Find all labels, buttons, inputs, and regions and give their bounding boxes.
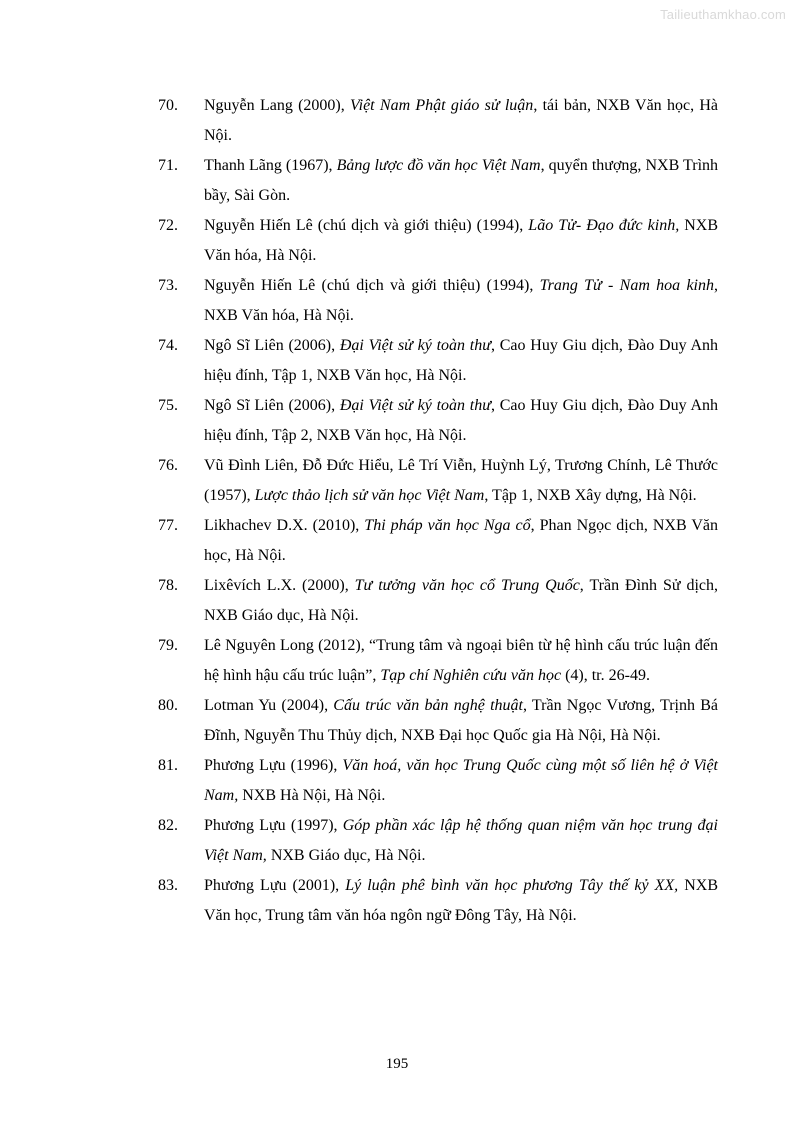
- reference-segment: Ngô Sĩ Liên (2006),: [204, 337, 340, 354]
- reference-segment: NXB Văn học, Trung tâm văn hóa ngôn ngữ Đông Tây, Hà Nội.: [204, 877, 718, 924]
- reference-segment: , Cao Huy Giu dịch, Đào Duy Anh hiệu đính, Tập 1, NXB Văn học, Hà Nội.: [204, 337, 718, 384]
- reference-number: 79.: [158, 637, 178, 654]
- reference-text: [204, 97, 718, 144]
- reference-number: 78.: [158, 577, 178, 594]
- reference-item: [158, 151, 718, 211]
- reference-number: 75.: [158, 397, 178, 414]
- reference-text: [204, 577, 718, 624]
- reference-item: [158, 451, 718, 511]
- reference-title: Trang Tử - Nam hoa kinh: [539, 277, 715, 294]
- watermark-text: Tailieuthamkhao.com: [660, 7, 786, 22]
- reference-segment: Lotman Yu (2004),: [204, 697, 334, 714]
- reference-number: 77.: [158, 517, 178, 534]
- reference-number: 80.: [158, 697, 178, 714]
- reference-segment: , NXB Văn hóa, Hà Nội.: [204, 277, 719, 324]
- reference-title: Thi pháp văn học Nga cổ: [364, 517, 531, 534]
- reference-text: [204, 817, 718, 864]
- reference-text: [204, 757, 718, 804]
- reference-segment: , Tập 1, NXB Xây dựng, Hà Nội.: [484, 487, 697, 504]
- reference-segment: , tái bản, NXB Văn học, Hà Nội.: [204, 97, 718, 144]
- reference-text: [204, 877, 718, 924]
- reference-item: [158, 211, 718, 271]
- reference-segment: Phương Lựu (1996),: [204, 757, 343, 774]
- reference-title: Góp phần xác lập hệ thống quan niệm văn học trung đại Việt Nam,: [204, 817, 719, 864]
- reference-number: 71.: [158, 157, 178, 174]
- reference-text: [204, 277, 718, 324]
- reference-number: 76.: [158, 457, 178, 474]
- reference-number: 74.: [158, 337, 178, 354]
- reference-segment: , Trần Ngọc Vương, Trịnh Bá Đĩnh, Nguyễn Thu Thủy dịch, NXB Đại học Quốc gia Hà Nội, Hà Nội.: [204, 697, 719, 744]
- reference-segment: Nguyễn Lang (2000),: [204, 97, 351, 114]
- reference-text: [204, 517, 718, 564]
- reference-item: [158, 691, 718, 751]
- reference-number: 81.: [158, 757, 178, 774]
- reference-number: 82.: [158, 817, 178, 834]
- reference-segment: Phương Lựu (1997),: [204, 817, 343, 834]
- reference-segment: Thanh Lãng (1967),: [204, 157, 337, 174]
- reference-segment: NXB Giáo dục, Hà Nội.: [266, 847, 426, 864]
- reference-item: [158, 91, 718, 151]
- reference-item: [158, 511, 718, 571]
- reference-number: 73.: [158, 277, 178, 294]
- reference-item: [158, 631, 718, 691]
- reference-segment: NXB Văn hóa, Hà Nội.: [204, 217, 719, 264]
- reference-number: 72.: [158, 217, 178, 234]
- reference-title: Tư tưởng văn học cổ Trung Quốc: [354, 577, 580, 594]
- reference-number: 83.: [158, 877, 178, 894]
- reference-title: Tạp chí Nghiên cứu văn học: [380, 667, 562, 684]
- reference-item: [158, 271, 718, 331]
- reference-text: [204, 217, 718, 264]
- reference-item: [158, 391, 718, 451]
- reference-text: [204, 697, 718, 744]
- reference-text: [204, 637, 718, 684]
- reference-segment: Lê Nguyên Long (2012), “Trung tâm và ngoại biên từ hệ hình cấu trúc luận đến hệ hình hậu cấu trúc luận”,: [204, 637, 718, 684]
- reference-title: Lão Tử- Đạo đức kinh,: [528, 217, 680, 234]
- reference-segment: , Phan Ngọc dịch, NXB Văn học, Hà Nội.: [204, 517, 718, 564]
- reference-title: Văn hoá, văn học Trung Quốc cùng một số liên hệ ở Việt Nam,: [204, 757, 718, 804]
- reference-segment: Nguyễn Hiến Lê (chú dịch và giới thiệu) (1994),: [204, 217, 529, 234]
- reference-text: [204, 337, 718, 384]
- reference-item: [158, 331, 718, 391]
- reference-item: [158, 871, 718, 931]
- reference-segment: , Cao Huy Giu dịch, Đào Duy Anh hiệu đính, Tập 2, NXB Văn học, Hà Nội.: [204, 397, 718, 444]
- reference-title: Đại Việt sử ký toàn thư: [339, 397, 491, 414]
- reference-segment: , quyển thượng, NXB Trình bầy, Sài Gòn.: [204, 157, 719, 204]
- reference-title: Cấu trúc văn bản nghệ thuật: [333, 697, 523, 714]
- reference-segment: Ngô Sĩ Liên (2006),: [204, 397, 340, 414]
- reference-list: [158, 91, 718, 931]
- reference-segment: Lixêvích L.X. (2000),: [204, 577, 355, 594]
- reference-item: [158, 751, 718, 811]
- reference-segment: Vũ Đình Liên, Đỗ Đức Hiểu, Lê Trí Viễn, Huỳnh Lý, Trương Chính, Lê Thước (1957),: [204, 457, 718, 504]
- reference-title: Lý luận phê bình văn học phương Tây thế kỷ XX,: [345, 877, 679, 894]
- reference-segment: NXB Hà Nội, Hà Nội.: [238, 787, 386, 804]
- reference-title: Bảng lược đồ văn học Việt Nam: [336, 157, 541, 174]
- reference-segment: , Trần Đình Sử dịch, NXB Giáo dục, Hà Nội.: [204, 577, 718, 624]
- reference-number: 70.: [158, 97, 178, 114]
- reference-segment: Likhachev D.X. (2010),: [204, 517, 365, 534]
- reference-text: [204, 397, 718, 444]
- reference-segment: (4), tr. 26-49.: [561, 667, 650, 684]
- reference-title: Đại Việt sử ký toàn thư: [339, 337, 491, 354]
- page-number: 195: [385, 1056, 409, 1072]
- reference-segment: Phương Lựu (2001),: [204, 877, 346, 894]
- reference-item: [158, 571, 718, 631]
- reference-segment: Nguyễn Hiến Lê (chú dịch và giới thiệu) (1994),: [204, 277, 540, 294]
- reference-title: Lược thảo lịch sử văn học Việt Nam: [254, 487, 485, 504]
- reference-title: Việt Nam Phật giáo sử luận: [350, 97, 534, 114]
- reference-item: [158, 811, 718, 871]
- reference-text: [204, 157, 718, 204]
- reference-text: [204, 457, 718, 504]
